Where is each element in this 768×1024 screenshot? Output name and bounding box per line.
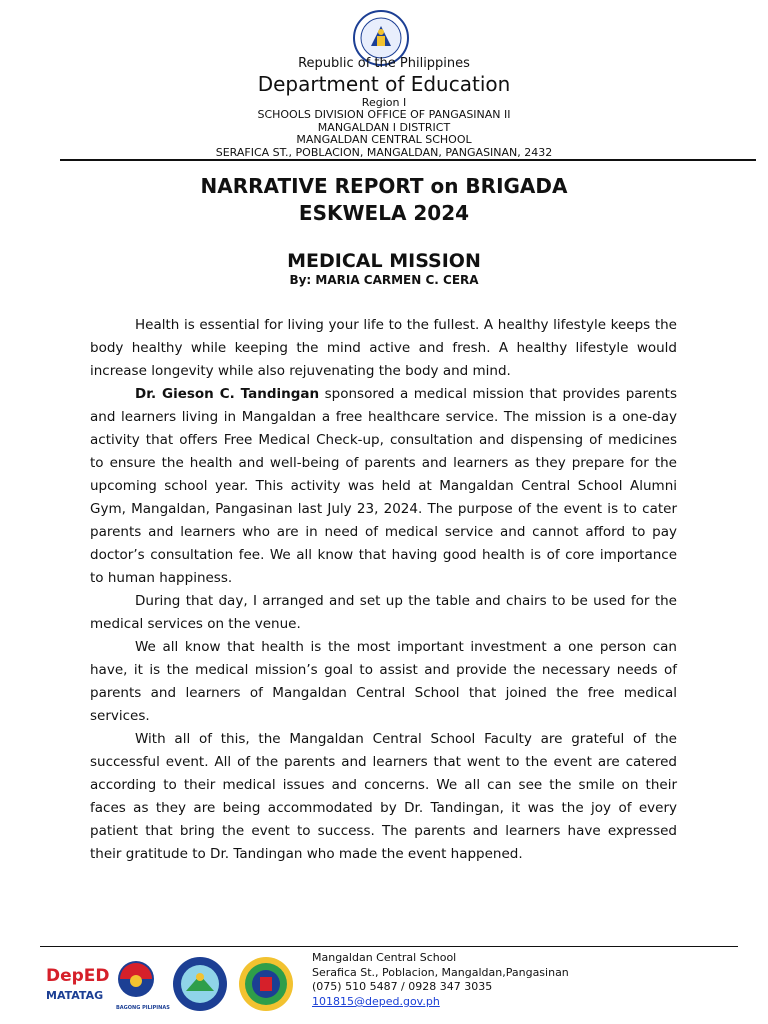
address-text: SERAFICA ST., POBLACION, MANGALDAN, PANGASINAN, 2432 xyxy=(215,146,553,159)
footer-address: Serafica St., Poblacion, Mangaldan,Pangasinan xyxy=(312,966,569,979)
header-divider xyxy=(60,159,756,161)
footer-school: Mangaldan Central School xyxy=(312,951,457,964)
sponsor-name: Dr. Gieson C. Tandingan xyxy=(135,386,320,402)
footer-email-link[interactable]: 101815@deped.gov.ph xyxy=(312,995,440,1008)
paragraph-2-text: sponsored a medical mission that provides parents and learners living in Mangaldan a free healthcare service. The mission is a one-day activity that offers Free Medical Check-up, consultation and dispensing of medicines to ensure the health and well-being of parents and learners as they prepare for the upcoming school year. This activity was held at Mangaldan Central School Alumni Gym, Mangaldan, Pangasinan last July 23, 2024. The purpose of the event is to cater parents and learners who are in need of medical service and cannot afford to pay doctor’s consultation fee. We all know that having good health is of core importance to human happiness. xyxy=(90,386,677,586)
report-subtitle: MEDICAL MISSION xyxy=(287,250,481,272)
paragraph-3: During that day, I arranged and set up the table and chairs to be used for the medical services on the venue. xyxy=(90,593,677,632)
bagong-pilipinas-text: BAGONG PILIPINAS xyxy=(116,1005,170,1011)
deped-logo-text: DepED xyxy=(46,966,110,986)
department-title: Department of Education xyxy=(257,72,511,96)
paragraph-5: With all of this, the Mangaldan Central School Faculty are grateful of the successful event. All of the parents and learners that went to the event are catered according to their medical issues and concerns. We all can see the smile on their faces as they are being accommodated by Dr. Tandingan, it was the joy of every patient that bring the event to success. The parents and learners have expressed their gratitude to Dr. Tandingan who made the event happened. xyxy=(90,731,677,862)
bagong-pilipinas-logo-icon xyxy=(116,961,170,1011)
paragraph-1: Health is essential for living your life to the fullest. A healthy lifestyle keeps the body healthy while keeping the mind active and fresh. A healthy lifestyle would increase longevity while also rejuvenating the body and mind. xyxy=(90,317,677,379)
pangasinan-seal-icon xyxy=(173,957,227,1011)
report-title-line2: ESKWELA 2024 xyxy=(298,201,470,225)
region-text: Region I xyxy=(361,96,407,109)
paragraph-2 xyxy=(90,383,677,590)
republic-text: Republic of the Philippines xyxy=(298,56,470,71)
paragraph-4: We all know that health is the most important investment a one person can have, it is the medical mission’s goal to assist and provide the necessary needs of parents and learners of Mangaldan Central School that joined the free medical services. xyxy=(90,639,677,724)
school-text: MANGALDAN CENTRAL SCHOOL xyxy=(296,133,472,146)
report-title-line1: NARRATIVE REPORT on BRIGADA xyxy=(200,174,568,198)
district-text: MANGALDAN I DISTRICT xyxy=(317,121,451,134)
footer-divider xyxy=(40,946,738,947)
division-text: SCHOOLS DIVISION OFFICE OF PANGASINAN II xyxy=(257,108,511,121)
school-seal-icon xyxy=(239,957,293,1011)
footer-logos xyxy=(40,955,305,1015)
footer-phone: (075) 510 5487 / 0928 347 3035 xyxy=(312,980,493,993)
author-byline: By: MARIA CARMEN C. CERA xyxy=(289,273,479,287)
matatag-logo-text: MATATAG xyxy=(46,989,104,1002)
report-body xyxy=(90,314,677,866)
deped-matatag-logo-icon xyxy=(46,966,110,1002)
